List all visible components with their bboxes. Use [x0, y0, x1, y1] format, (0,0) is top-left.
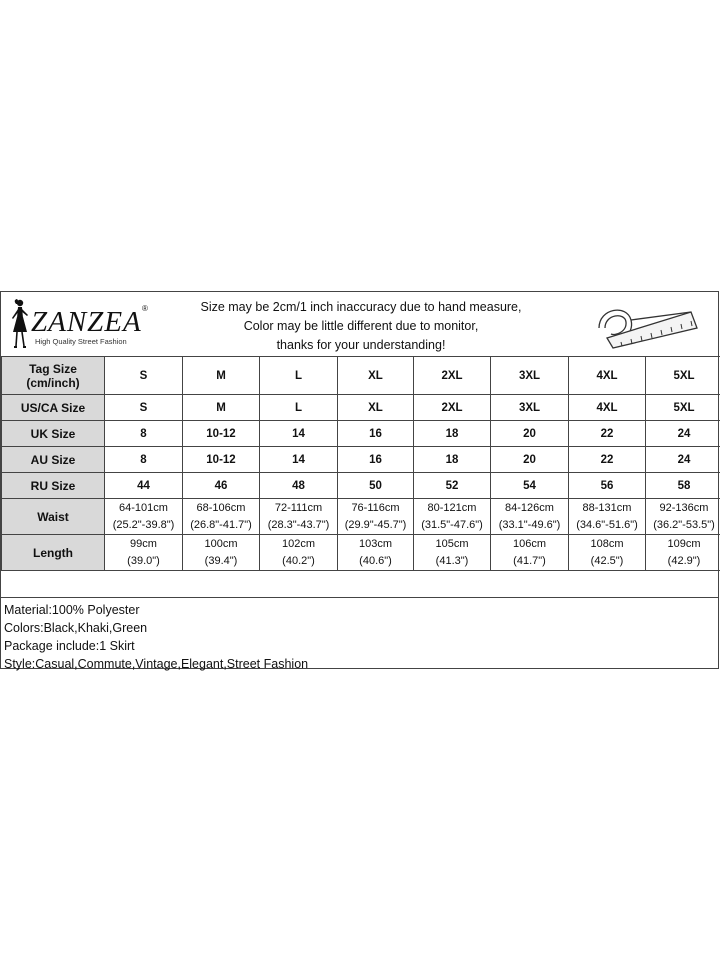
measuring-tape-icon [591, 298, 703, 350]
size-cell: 24 [646, 447, 720, 473]
tag-size-row [2, 357, 720, 395]
size-cell: 5XL [646, 357, 720, 395]
row-header: UK Size [2, 421, 105, 447]
size-cell: M [183, 357, 260, 395]
size-cell: 22 [569, 447, 646, 473]
size-cell: 14 [260, 421, 338, 447]
size-cell: 20 [491, 421, 569, 447]
size-cell: 3XL [491, 357, 569, 395]
fashion-model-icon [7, 298, 33, 350]
notice-line-2: Color may be little different due to monitor, [243, 319, 479, 333]
notice-line-1: Size may be 2cm/1 inch inaccuracy due to hand measure, [200, 300, 522, 314]
size-cell: 58 [646, 473, 720, 499]
colors-text: Colors:Black,Khaki,Green [4, 621, 148, 635]
size-chart-sheet [0, 291, 719, 669]
size-cell: XL [338, 357, 414, 395]
size-cell: 5XL [646, 395, 720, 421]
size-cell: 18 [414, 421, 491, 447]
size-cell: 22 [569, 421, 646, 447]
package-text: Package include:1 Skirt [4, 639, 135, 653]
size-cell: 80-121cm (31.5"-47.6") [414, 499, 491, 535]
row-header: RU Size [2, 473, 105, 499]
row-header: Length [2, 535, 105, 571]
size-cell: M [183, 395, 260, 421]
brand-logo [7, 298, 157, 352]
size-cell: 46 [183, 473, 260, 499]
ru-size-row [2, 473, 720, 499]
row-header: Tag Size (cm/inch) [2, 357, 105, 395]
size-cell: 100cm (39.4") [183, 535, 260, 571]
size-cell: 24 [646, 421, 720, 447]
us-ca-size-row [2, 395, 720, 421]
size-cell: 48 [260, 473, 338, 499]
size-cell: 105cm (41.3") [414, 535, 491, 571]
size-table-wrap [1, 356, 718, 571]
size-cell: 56 [569, 473, 646, 499]
size-cell: 44 [105, 473, 183, 499]
size-cell: 109cm (42.9") [646, 535, 720, 571]
style-text: Style:Casual,Commute,Vintage,Elegant,Street Fashion [4, 657, 309, 671]
size-cell: 4XL [569, 357, 646, 395]
size-cell: 52 [414, 473, 491, 499]
material-text: Material:100% Polyester [4, 603, 140, 617]
size-cell: XL [338, 395, 414, 421]
size-cell: 72-111cm (28.3"-43.7") [260, 499, 338, 535]
size-cell: 8 [105, 447, 183, 473]
size-cell: S [105, 395, 183, 421]
size-cell: 84-126cm (33.1"-49.6") [491, 499, 569, 535]
size-cell: 20 [491, 447, 569, 473]
uk-size-row [2, 421, 720, 447]
size-cell: 103cm (40.6") [338, 535, 414, 571]
registered-mark: ® [142, 304, 148, 313]
size-cell: 4XL [569, 395, 646, 421]
size-cell: 10-12 [183, 421, 260, 447]
size-cell: 54 [491, 473, 569, 499]
size-cell: 2XL [414, 357, 491, 395]
size-cell: 10-12 [183, 447, 260, 473]
brand-name: ZANZEA [31, 306, 142, 338]
product-details [1, 597, 718, 669]
brand-tagline: High Quality Street Fashion [35, 337, 127, 346]
row-header: Waist [2, 499, 105, 535]
size-cell: 50 [338, 473, 414, 499]
row-header: US/CA Size [2, 395, 105, 421]
length-row [2, 535, 720, 571]
size-cell: S [105, 357, 183, 395]
size-cell: 99cm (39.0") [105, 535, 183, 571]
size-cell: L [260, 357, 338, 395]
size-cell: 3XL [491, 395, 569, 421]
size-cell: 18 [414, 447, 491, 473]
size-cell: 92-136cm (36.2"-53.5") [646, 499, 720, 535]
size-cell: 8 [105, 421, 183, 447]
size-cell: L [260, 395, 338, 421]
waist-row [2, 499, 720, 535]
row-header: AU Size [2, 447, 105, 473]
size-cell: 88-131cm (34.6"-51.6") [569, 499, 646, 535]
measurement-notice [161, 298, 561, 355]
size-cell: 2XL [414, 395, 491, 421]
size-cell: 14 [260, 447, 338, 473]
au-size-row [2, 447, 720, 473]
notice-line-3: thanks for your understanding! [276, 338, 446, 352]
size-table [1, 356, 720, 571]
size-cell: 68-106cm (26.8"-41.7") [183, 499, 260, 535]
size-cell: 16 [338, 421, 414, 447]
size-cell: 102cm (40.2") [260, 535, 338, 571]
size-cell: 16 [338, 447, 414, 473]
size-cell: 106cm (41.7") [491, 535, 569, 571]
size-table-body [2, 357, 720, 571]
size-cell: 64-101cm (25.2"-39.8") [105, 499, 183, 535]
size-cell: 76-116cm (29.9"-45.7") [338, 499, 414, 535]
size-chart-header [1, 292, 718, 357]
size-cell: 108cm (42.5") [569, 535, 646, 571]
